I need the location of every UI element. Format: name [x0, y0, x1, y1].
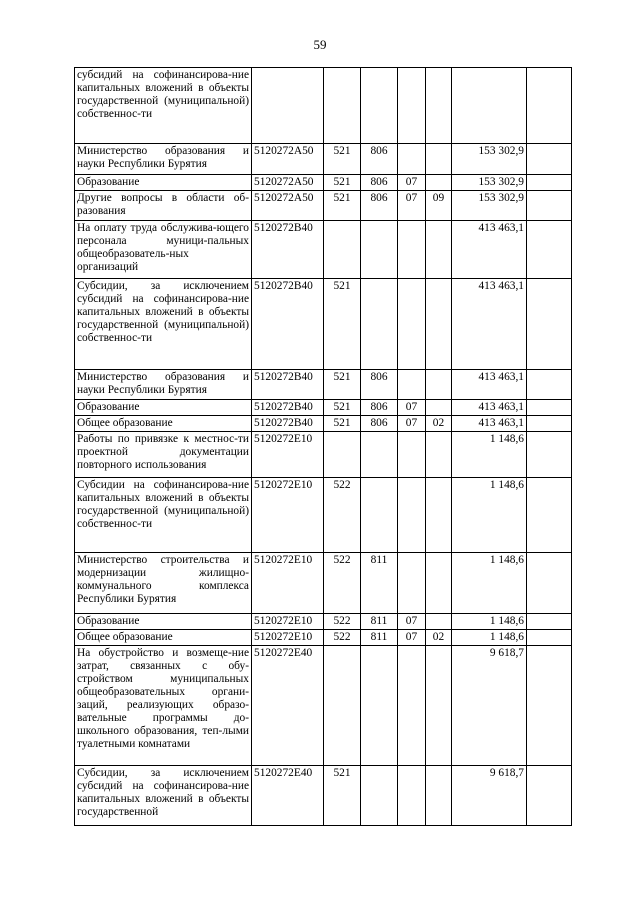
target-code: 5120272B40 — [252, 400, 324, 416]
subsection-code: 02 — [426, 630, 452, 646]
table-row — [75, 400, 572, 416]
section-code: 07 — [398, 416, 426, 432]
target-code: 5120272A50 — [252, 191, 324, 221]
target-code: 5120272B40 — [252, 370, 324, 400]
section-code — [398, 766, 426, 826]
subsection-code — [426, 614, 452, 630]
amount-extra — [527, 553, 572, 614]
subsection-code: 09 — [426, 191, 452, 221]
amount: 153 302,9 — [452, 144, 527, 175]
expense-type: 522 — [324, 553, 361, 614]
row-name: На обустройство и возмеще-ние затрат, связанных с обу-стройством муниципальных общеобразовательных органи-заций, реализующих образо-вательные программы до-школьного образования, теп-лыми туалетными комнатами — [75, 646, 252, 766]
section-code: 07 — [398, 175, 426, 191]
expense-type — [324, 432, 361, 478]
amount: 1 148,6 — [452, 553, 527, 614]
target-code: 5120272B40 — [252, 279, 324, 370]
subsection-code — [426, 221, 452, 279]
table-row — [75, 370, 572, 400]
subsection-code — [426, 553, 452, 614]
row-name: Общее образование — [75, 416, 252, 432]
amount-extra — [527, 630, 572, 646]
table-row — [75, 630, 572, 646]
table-row — [75, 68, 572, 144]
amount: 1 148,6 — [452, 432, 527, 478]
row-name: Субсидии, за исключением субсидий на софинансирова-ние капитальных вложений в объекты государственной (муниципальной) собственнос-ти — [75, 279, 252, 370]
subsection-code — [426, 144, 452, 175]
expense-type: 521 — [324, 400, 361, 416]
target-code: 5120272E10 — [252, 432, 324, 478]
ministry-code — [361, 432, 398, 478]
section-code — [398, 144, 426, 175]
target-code: 5120272E10 — [252, 630, 324, 646]
expense-type: 521 — [324, 191, 361, 221]
table-row — [75, 432, 572, 478]
amount: 413 463,1 — [452, 221, 527, 279]
section-code — [398, 370, 426, 400]
ministry-code — [361, 279, 398, 370]
ministry-code: 806 — [361, 370, 398, 400]
table-body — [75, 68, 572, 826]
expense-type: 521 — [324, 279, 361, 370]
target-code: 5120272A50 — [252, 175, 324, 191]
expense-type — [324, 646, 361, 766]
subsection-code — [426, 370, 452, 400]
amount: 1 148,6 — [452, 630, 527, 646]
subsection-code — [426, 646, 452, 766]
ministry-code: 806 — [361, 144, 398, 175]
subsection-code — [426, 175, 452, 191]
expense-type: 522 — [324, 478, 361, 553]
expense-type: 521 — [324, 144, 361, 175]
amount-extra — [527, 191, 572, 221]
page-number: 59 — [313, 37, 327, 52]
subsection-code — [426, 279, 452, 370]
row-name: Субсидии, за исключением субсидий на софинансирова-ние капитальных вложений в объекты государственной — [75, 766, 252, 826]
ministry-code: 806 — [361, 400, 398, 416]
section-code: 07 — [398, 400, 426, 416]
ministry-code: 811 — [361, 553, 398, 614]
target-code: 5120272B40 — [252, 416, 324, 432]
amount-extra — [527, 614, 572, 630]
section-code — [398, 279, 426, 370]
amount-extra — [527, 175, 572, 191]
row-name: Министерство строительства и модернизации жилищно-коммунального комплекса Республики Бурятия — [75, 553, 252, 614]
section-code — [398, 68, 426, 144]
target-code: 5120272E10 — [252, 614, 324, 630]
amount: 413 463,1 — [452, 400, 527, 416]
ministry-code — [361, 221, 398, 279]
row-name: На оплату труда обслужива-ющего персонала муници-пальных общеобразователь-ных организаций — [75, 221, 252, 279]
section-code: 07 — [398, 630, 426, 646]
target-code — [252, 68, 324, 144]
amount: 153 302,9 — [452, 191, 527, 221]
amount-extra — [527, 144, 572, 175]
section-code — [398, 646, 426, 766]
amount-extra — [527, 416, 572, 432]
target-code: 5120272B40 — [252, 221, 324, 279]
subsection-code — [426, 400, 452, 416]
amount-extra — [527, 370, 572, 400]
section-code — [398, 553, 426, 614]
amount-extra — [527, 221, 572, 279]
ministry-code — [361, 646, 398, 766]
ministry-code: 811 — [361, 614, 398, 630]
amount: 9 618,7 — [452, 646, 527, 766]
section-code — [398, 432, 426, 478]
ministry-code: 811 — [361, 630, 398, 646]
ministry-code — [361, 766, 398, 826]
expense-type: 521 — [324, 416, 361, 432]
row-name: Образование — [75, 175, 252, 191]
amount-extra — [527, 478, 572, 553]
subsection-code — [426, 432, 452, 478]
table-row — [75, 614, 572, 630]
row-name: Субсидии на софинансирова-ние капитальных вложений в объекты государственной (муниципальной) собственнос-ти — [75, 478, 252, 553]
table-row — [75, 144, 572, 175]
section-code: 07 — [398, 614, 426, 630]
ministry-code — [361, 68, 398, 144]
amount-extra — [527, 432, 572, 478]
section-code — [398, 221, 426, 279]
amount: 1 148,6 — [452, 478, 527, 553]
row-name: Министерство образования и науки Республики Бурятия — [75, 370, 252, 400]
table-row — [75, 553, 572, 614]
target-code: 5120272A50 — [252, 144, 324, 175]
amount-extra — [527, 68, 572, 144]
amount-extra — [527, 646, 572, 766]
table-row — [75, 175, 572, 191]
expense-type: 522 — [324, 614, 361, 630]
expense-type: 521 — [324, 370, 361, 400]
row-name: Образование — [75, 614, 252, 630]
expense-type — [324, 68, 361, 144]
table-row — [75, 416, 572, 432]
expense-type: 521 — [324, 766, 361, 826]
amount-extra — [527, 279, 572, 370]
target-code: 5120272E10 — [252, 553, 324, 614]
subsection-code — [426, 766, 452, 826]
table-row — [75, 646, 572, 766]
amount: 1 148,6 — [452, 614, 527, 630]
amount — [452, 68, 527, 144]
table-row — [75, 279, 572, 370]
amount-extra — [527, 400, 572, 416]
table-row — [75, 478, 572, 553]
row-name: Образование — [75, 400, 252, 416]
amount-extra — [527, 766, 572, 826]
row-name: Другие вопросы в области об-разования — [75, 191, 252, 221]
subsection-code — [426, 478, 452, 553]
section-code: 07 — [398, 191, 426, 221]
subsection-code: 02 — [426, 416, 452, 432]
row-name: субсидий на софинансирова-ние капитальных вложений в объекты государственной (муниципальной) собственнос-ти — [75, 68, 252, 144]
ministry-code: 806 — [361, 175, 398, 191]
row-name: Общее образование — [75, 630, 252, 646]
target-code: 5120272E40 — [252, 646, 324, 766]
row-name: Работы по привязке к местнос-ти проектной документации повторного использования — [75, 432, 252, 478]
budget-table — [74, 67, 572, 826]
table-row — [75, 766, 572, 826]
expense-type: 521 — [324, 175, 361, 191]
amount: 9 618,7 — [452, 766, 527, 826]
expense-type — [324, 221, 361, 279]
ministry-code: 806 — [361, 191, 398, 221]
amount: 413 463,1 — [452, 416, 527, 432]
ministry-code — [361, 478, 398, 553]
section-code — [398, 478, 426, 553]
table-row — [75, 221, 572, 279]
expense-type: 522 — [324, 630, 361, 646]
amount: 413 463,1 — [452, 370, 527, 400]
table-row — [75, 191, 572, 221]
amount: 413 463,1 — [452, 279, 527, 370]
amount: 153 302,9 — [452, 175, 527, 191]
ministry-code: 806 — [361, 416, 398, 432]
target-code: 5120272E40 — [252, 766, 324, 826]
subsection-code — [426, 68, 452, 144]
target-code: 5120272E10 — [252, 478, 324, 553]
row-name: Министерство образования и науки Республики Бурятия — [75, 144, 252, 175]
